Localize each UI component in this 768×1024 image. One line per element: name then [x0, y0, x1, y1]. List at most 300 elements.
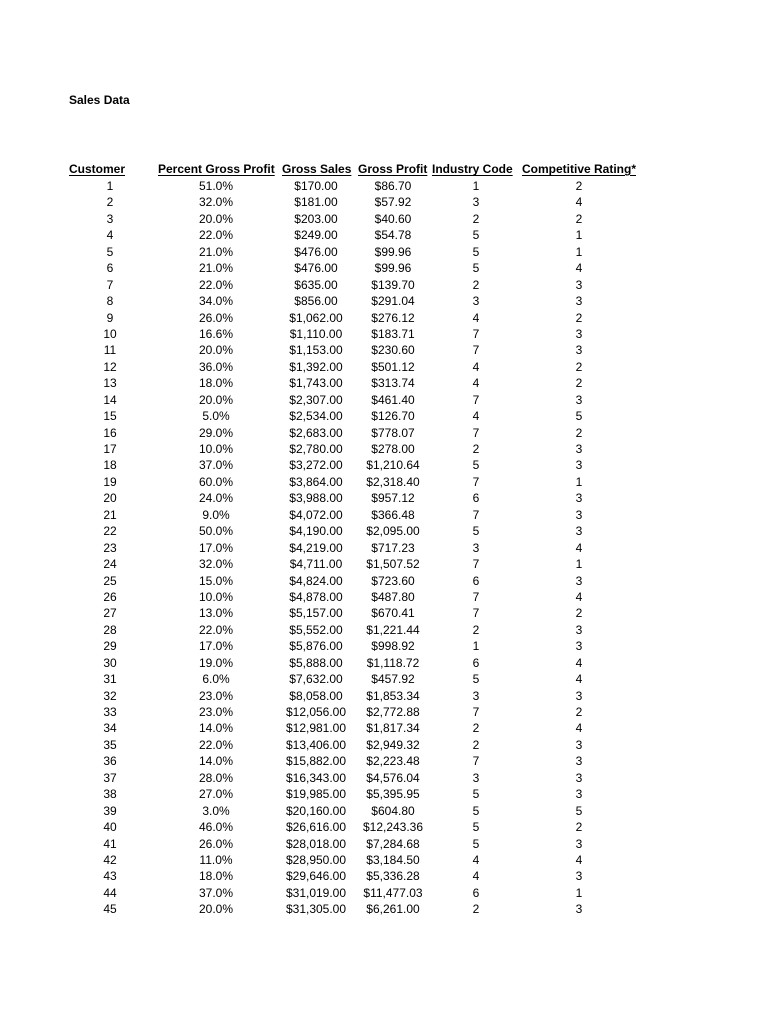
competitive-rating-cell: 1	[575, 474, 583, 489]
industry-code-cell: 7	[472, 392, 480, 407]
industry-code-cell: 5	[472, 524, 480, 539]
industry-code-cell: 6	[472, 655, 480, 670]
gross-sales-cell: $4,219.00	[289, 540, 343, 555]
gross-sales-cell: $28,950.00	[285, 852, 347, 867]
customer-cell: 38	[103, 787, 117, 802]
competitive-rating-cell: 3	[575, 573, 583, 588]
customer-cell: 32	[103, 688, 117, 703]
gross-sales-cell: $170.00	[294, 179, 338, 193]
gross-sales-cell: $203.00	[294, 211, 338, 226]
gross-profit-cell: $1,817.34	[366, 721, 420, 736]
gross-profit-cell: $501.12	[371, 359, 415, 374]
industry-code-cell: 3	[472, 195, 480, 210]
gross-sales-cell: $4,190.00	[289, 524, 343, 539]
competitive-rating-cell: 3	[575, 326, 583, 341]
percent-gross-profit-cell: 51.0%	[198, 179, 234, 193]
gross-sales-cell: $12,056.00	[285, 705, 347, 719]
table-row	[0, 441, 768, 457]
competitive-rating-cell: 2	[575, 211, 583, 226]
table-row	[0, 227, 768, 243]
gross-sales-cell: $4,824.00	[289, 573, 343, 588]
gross-sales-cell: $1,153.00	[289, 343, 343, 358]
industry-code-cell: 6	[472, 885, 480, 900]
customer-cell: 15	[103, 409, 117, 424]
customer-cell: 20	[103, 491, 117, 506]
competitive-rating-cell: 2	[575, 179, 583, 193]
customer-cell: 2	[106, 195, 114, 210]
gross-sales-cell: $13,406.00	[285, 737, 347, 752]
competitive-rating-cell: 2	[575, 425, 583, 440]
industry-code-cell: 7	[472, 754, 480, 769]
competitive-rating-cell: 3	[575, 524, 583, 539]
column-header-customer: Customer	[69, 162, 126, 176]
table-row	[0, 244, 768, 260]
gross-sales-cell: $5,552.00	[289, 622, 343, 637]
table-row	[0, 375, 768, 391]
customer-cell: 45	[103, 902, 117, 917]
percent-gross-profit-cell: 37.0%	[198, 885, 234, 900]
gross-sales-cell: $31,305.00	[285, 902, 347, 917]
table-row	[0, 770, 768, 786]
gross-profit-cell: $457.92	[371, 672, 415, 687]
customer-cell: 36	[103, 754, 117, 769]
competitive-rating-cell: 4	[575, 852, 583, 867]
customer-cell: 30	[103, 655, 117, 670]
gross-profit-cell: $99.96	[374, 244, 412, 259]
percent-gross-profit-cell: 21.0%	[198, 261, 234, 276]
gross-sales-cell: $29,646.00	[285, 869, 347, 884]
gross-profit-cell: $461.40	[371, 392, 415, 407]
gross-sales-cell: $5,876.00	[289, 639, 343, 654]
customer-cell: 27	[103, 606, 117, 621]
competitive-rating-cell: 3	[575, 622, 583, 637]
percent-gross-profit-cell: 19.0%	[198, 655, 234, 670]
percent-gross-profit-cell: 36.0%	[198, 359, 234, 374]
table-row	[0, 589, 768, 605]
table-row	[0, 523, 768, 539]
competitive-rating-cell: 4	[575, 672, 583, 687]
competitive-rating-cell: 2	[575, 359, 583, 374]
gross-profit-cell: $723.60	[371, 573, 415, 588]
table-row	[0, 753, 768, 769]
table-row	[0, 901, 768, 917]
gross-profit-cell: $86.70	[374, 179, 412, 193]
competitive-rating-cell: 3	[575, 491, 583, 506]
percent-gross-profit-cell: 27.0%	[198, 787, 234, 802]
gross-profit-cell: $2,318.40	[366, 474, 420, 489]
gross-sales-cell: $476.00	[294, 261, 338, 276]
gross-profit-cell: $604.80	[371, 803, 415, 818]
competitive-rating-cell: 4	[575, 540, 583, 555]
table-row	[0, 310, 768, 326]
industry-code-cell: 7	[472, 343, 480, 358]
table-row	[0, 737, 768, 753]
customer-cell: 10	[103, 326, 117, 341]
table-row	[0, 540, 768, 556]
gross-profit-cell: $717.23	[371, 540, 415, 555]
customer-cell: 13	[103, 376, 117, 391]
competitive-rating-cell: 3	[575, 343, 583, 358]
gross-sales-cell: $1,392.00	[289, 359, 343, 374]
percent-gross-profit-cell: 23.0%	[198, 705, 234, 719]
percent-gross-profit-cell: 22.0%	[198, 277, 234, 292]
industry-code-cell: 4	[472, 376, 480, 391]
gross-sales-cell: $1,743.00	[289, 376, 343, 391]
gross-sales-cell: $1,110.00	[289, 326, 343, 341]
table-row	[0, 293, 768, 309]
percent-gross-profit-cell: 14.0%	[198, 754, 234, 769]
competitive-rating-cell: 1	[575, 557, 583, 572]
gross-profit-cell: $2,772.88	[366, 705, 420, 719]
gross-profit-cell: $1,210.64	[366, 458, 420, 473]
customer-cell: 28	[103, 622, 117, 637]
table-row	[0, 836, 768, 852]
customer-cell: 17	[103, 442, 117, 456]
gross-profit-cell: $54.78	[374, 228, 412, 243]
customer-cell: 34	[103, 721, 117, 736]
gross-sales-cell: $28,018.00	[285, 836, 347, 851]
percent-gross-profit-cell: 14.0%	[198, 721, 234, 736]
competitive-rating-cell: 2	[575, 310, 583, 325]
table-row	[0, 819, 768, 835]
industry-code-cell: 3	[472, 294, 480, 309]
competitive-rating-cell: 4	[575, 195, 583, 210]
column-header-competitive-rating: Competitive Rating*	[522, 162, 637, 176]
customer-cell: 4	[106, 228, 114, 243]
industry-code-cell: 3	[472, 540, 480, 555]
customer-cell: 37	[103, 770, 117, 785]
gross-sales-cell: $12,981.00	[285, 721, 347, 736]
gross-profit-cell: $40.60	[374, 211, 412, 226]
table-row	[0, 868, 768, 884]
table-row	[0, 720, 768, 736]
gross-profit-cell: $1,221.44	[366, 622, 420, 637]
industry-code-cell: 6	[472, 573, 480, 588]
customer-cell: 18	[103, 458, 117, 473]
table-row	[0, 342, 768, 358]
gross-sales-cell: $4,072.00	[289, 507, 343, 522]
percent-gross-profit-cell: 18.0%	[198, 869, 234, 884]
percent-gross-profit-cell: 32.0%	[198, 195, 234, 210]
percent-gross-profit-cell: 34.0%	[198, 294, 234, 309]
competitive-rating-cell: 1	[575, 244, 583, 259]
gross-sales-cell: $5,888.00	[289, 655, 343, 670]
industry-code-cell: 7	[472, 507, 480, 522]
customer-cell: 1	[106, 179, 114, 193]
percent-gross-profit-cell: 9.0%	[202, 507, 230, 522]
competitive-rating-cell: 3	[575, 787, 583, 802]
gross-sales-cell: $4,711.00	[289, 557, 343, 572]
column-header-percent-gross-profit: Percent Gross Profit	[158, 162, 275, 176]
percent-gross-profit-cell: 28.0%	[198, 770, 234, 785]
gross-profit-cell: $230.60	[371, 343, 415, 358]
gross-profit-cell: $1,853.34	[366, 688, 420, 703]
percent-gross-profit-cell: 21.0%	[198, 244, 234, 259]
percent-gross-profit-cell: 37.0%	[198, 458, 234, 473]
table-row	[0, 359, 768, 375]
industry-code-cell: 2	[472, 721, 480, 736]
table-row	[0, 573, 768, 589]
customer-cell: 19	[103, 474, 117, 489]
gross-profit-cell: $6,261.00	[366, 902, 420, 917]
gross-profit-cell: $11,477.03	[363, 885, 423, 900]
industry-code-cell: 2	[472, 442, 480, 456]
gross-profit-cell: $57.92	[374, 195, 412, 210]
customer-cell: 41	[103, 836, 117, 851]
competitive-rating-cell: 2	[575, 606, 583, 621]
gross-profit-cell: $5,395.95	[366, 787, 420, 802]
industry-code-cell: 3	[472, 770, 480, 785]
gross-sales-cell: $26,616.00	[285, 820, 347, 835]
gross-profit-cell: $998.92	[371, 639, 415, 654]
gross-sales-cell: $3,988.00	[289, 491, 343, 506]
customer-cell: 23	[103, 540, 117, 555]
gross-profit-cell: $2,095.00	[366, 524, 420, 539]
gross-sales-cell: $2,307.00	[289, 392, 343, 407]
competitive-rating-cell: 3	[575, 902, 583, 917]
competitive-rating-cell: 3	[575, 836, 583, 851]
gross-sales-cell: $15,882.00	[285, 754, 347, 769]
customer-cell: 16	[103, 425, 117, 440]
percent-gross-profit-cell: 3.0%	[202, 803, 230, 818]
customer-cell: 14	[103, 392, 117, 407]
table-row	[0, 556, 768, 572]
percent-gross-profit-cell: 23.0%	[198, 688, 234, 703]
table-row	[0, 408, 768, 424]
gross-sales-cell: $181.00	[294, 195, 338, 210]
industry-code-cell: 7	[472, 606, 480, 621]
customer-cell: 29	[103, 639, 117, 654]
table-row	[0, 392, 768, 408]
industry-code-cell: 4	[472, 409, 480, 424]
gross-sales-cell: $856.00	[294, 294, 338, 309]
industry-code-cell: 5	[472, 672, 480, 687]
gross-sales-cell: $3,272.00	[289, 458, 343, 473]
percent-gross-profit-cell: 6.0%	[202, 672, 230, 687]
customer-cell: 7	[106, 277, 114, 292]
percent-gross-profit-cell: 15.0%	[198, 573, 234, 588]
customer-cell: 11	[103, 343, 117, 358]
gross-profit-cell: $99.96	[374, 261, 412, 276]
table-row	[0, 425, 768, 441]
customer-cell: 21	[103, 507, 117, 522]
competitive-rating-cell: 2	[575, 376, 583, 391]
competitive-rating-cell: 3	[575, 688, 583, 703]
percent-gross-profit-cell: 16.6%	[198, 326, 234, 341]
table-row	[0, 852, 768, 868]
competitive-rating-cell: 3	[575, 869, 583, 884]
table-row	[0, 194, 768, 210]
industry-code-cell: 2	[472, 622, 480, 637]
gross-profit-cell: $2,223.48	[366, 754, 420, 769]
competitive-rating-cell: 5	[575, 409, 583, 424]
customer-cell: 25	[103, 573, 117, 588]
percent-gross-profit-cell: 17.0%	[198, 540, 234, 555]
gross-profit-cell: $5,336.28	[366, 869, 420, 884]
gross-sales-cell: $2,683.00	[289, 425, 343, 440]
table-row	[0, 507, 768, 523]
table-row	[0, 803, 768, 819]
percent-gross-profit-cell: 24.0%	[198, 491, 234, 506]
competitive-rating-cell: 3	[575, 770, 583, 785]
gross-profit-cell: $4,576.04	[366, 770, 420, 785]
table-row	[0, 178, 768, 194]
gross-sales-cell: $20,160.00	[285, 803, 347, 818]
table-row	[0, 885, 768, 901]
gross-sales-cell: $8,058.00	[289, 688, 343, 703]
industry-code-cell: 2	[472, 737, 480, 752]
table-row	[0, 605, 768, 621]
column-header-industry-code: Industry Code	[432, 162, 513, 176]
customer-cell: 43	[103, 869, 117, 884]
table-row	[0, 457, 768, 473]
competitive-rating-cell: 3	[575, 639, 583, 654]
table-row	[0, 490, 768, 506]
industry-code-cell: 5	[472, 836, 480, 851]
table-header	[0, 161, 768, 178]
percent-gross-profit-cell: 20.0%	[198, 392, 234, 407]
industry-code-cell: 1	[472, 179, 480, 193]
gross-profit-cell: $276.12	[371, 310, 415, 325]
table-body	[0, 178, 768, 918]
gross-sales-cell: $476.00	[294, 244, 338, 259]
percent-gross-profit-cell: 46.0%	[198, 820, 234, 835]
industry-code-cell: 5	[472, 458, 480, 473]
table-row	[0, 786, 768, 802]
competitive-rating-cell: 3	[575, 507, 583, 522]
competitive-rating-cell: 1	[575, 885, 583, 900]
percent-gross-profit-cell: 22.0%	[198, 228, 234, 243]
industry-code-cell: 5	[472, 803, 480, 818]
customer-cell: 26	[103, 589, 117, 604]
competitive-rating-cell: 3	[575, 392, 583, 407]
competitive-rating-cell: 4	[575, 655, 583, 670]
customer-cell: 9	[106, 310, 114, 325]
customer-cell: 24	[103, 557, 117, 572]
customer-cell: 44	[103, 885, 117, 900]
percent-gross-profit-cell: 20.0%	[198, 211, 234, 226]
table-row	[0, 638, 768, 654]
percent-gross-profit-cell: 20.0%	[198, 902, 234, 917]
industry-code-cell: 6	[472, 491, 480, 506]
industry-code-cell: 5	[472, 261, 480, 276]
gross-profit-cell: $2,949.32	[366, 737, 420, 752]
table-row	[0, 260, 768, 276]
gross-profit-cell: $3,184.50	[366, 852, 420, 867]
competitive-rating-cell: 2	[575, 705, 583, 719]
gross-profit-cell: $183.71	[371, 326, 415, 341]
gross-profit-cell: $291.04	[371, 294, 415, 309]
competitive-rating-cell: 4	[575, 589, 583, 604]
competitive-rating-cell: 3	[575, 737, 583, 752]
gross-profit-cell: $7,284.68	[366, 836, 420, 851]
table-row	[0, 211, 768, 227]
percent-gross-profit-cell: 29.0%	[198, 425, 234, 440]
customer-cell: 40	[103, 820, 117, 835]
industry-code-cell: 7	[472, 557, 480, 572]
industry-code-cell: 7	[472, 589, 480, 604]
industry-code-cell: 4	[472, 852, 480, 867]
gross-sales-cell: $2,780.00	[289, 442, 343, 456]
customer-cell: 35	[103, 737, 117, 752]
industry-code-cell: 5	[472, 228, 480, 243]
gross-profit-cell: $670.41	[371, 606, 415, 621]
industry-code-cell: 2	[472, 211, 480, 226]
table-row	[0, 655, 768, 671]
gross-profit-cell: $313.74	[371, 376, 415, 391]
gross-profit-cell: $126.70	[371, 409, 415, 424]
gross-sales-cell: $3,864.00	[289, 474, 343, 489]
competitive-rating-cell: 3	[575, 754, 583, 769]
customer-cell: 31	[103, 672, 117, 687]
gross-sales-cell: $19,985.00	[285, 787, 347, 802]
industry-code-cell: 4	[472, 869, 480, 884]
gross-profit-cell: $1,118.72	[366, 655, 420, 670]
sheet-title: Sales Data	[69, 93, 130, 107]
gross-profit-cell: $278.00	[371, 442, 415, 456]
percent-gross-profit-cell: 50.0%	[198, 524, 234, 539]
percent-gross-profit-cell: 22.0%	[198, 737, 234, 752]
percent-gross-profit-cell: 11.0%	[199, 852, 233, 867]
industry-code-cell: 7	[472, 326, 480, 341]
gross-profit-cell: $778.07	[371, 425, 415, 440]
gross-profit-cell: $366.48	[371, 507, 415, 522]
industry-code-cell: 4	[472, 310, 480, 325]
industry-code-cell: 7	[472, 474, 480, 489]
percent-gross-profit-cell: 5.0%	[202, 409, 230, 424]
gross-sales-cell: $5,157.00	[289, 606, 343, 621]
industry-code-cell: 2	[472, 902, 480, 917]
table-row	[0, 704, 768, 720]
competitive-rating-cell: 5	[575, 803, 583, 818]
competitive-rating-cell: 1	[575, 228, 583, 243]
table-row	[0, 622, 768, 638]
industry-code-cell: 5	[472, 820, 480, 835]
gross-profit-cell: $1,507.52	[366, 557, 420, 572]
column-header-gross-profit: Gross Profit	[358, 162, 428, 176]
table-row	[0, 474, 768, 490]
percent-gross-profit-cell: 10.0%	[198, 589, 234, 604]
customer-cell: 39	[103, 803, 117, 818]
customer-cell: 42	[103, 852, 117, 867]
industry-code-cell: 3	[472, 688, 480, 703]
percent-gross-profit-cell: 17.0%	[198, 639, 234, 654]
industry-code-cell: 5	[472, 244, 480, 259]
percent-gross-profit-cell: 22.0%	[198, 622, 234, 637]
percent-gross-profit-cell: 32.0%	[198, 557, 234, 572]
customer-cell: 33	[103, 705, 117, 719]
gross-sales-cell: $16,343.00	[285, 770, 347, 785]
gross-sales-cell: $7,632.00	[289, 672, 343, 687]
gross-sales-cell: $635.00	[294, 277, 338, 292]
industry-code-cell: 4	[472, 359, 480, 374]
gross-sales-cell: $2,534.00	[289, 409, 343, 424]
competitive-rating-cell: 4	[575, 261, 583, 276]
gross-sales-cell: $4,878.00	[289, 589, 343, 604]
competitive-rating-cell: 4	[575, 721, 583, 736]
industry-code-cell: 7	[472, 705, 480, 719]
gross-profit-cell: $487.80	[371, 589, 415, 604]
percent-gross-profit-cell: 10.0%	[198, 442, 234, 456]
gross-profit-cell: $139.70	[371, 277, 415, 292]
percent-gross-profit-cell: 20.0%	[198, 343, 234, 358]
customer-cell: 22	[103, 524, 117, 539]
competitive-rating-cell: 3	[575, 294, 583, 309]
customer-cell: 12	[103, 359, 117, 374]
industry-code-cell: 1	[472, 639, 480, 654]
industry-code-cell: 5	[472, 787, 480, 802]
gross-profit-cell: $957.12	[371, 491, 415, 506]
